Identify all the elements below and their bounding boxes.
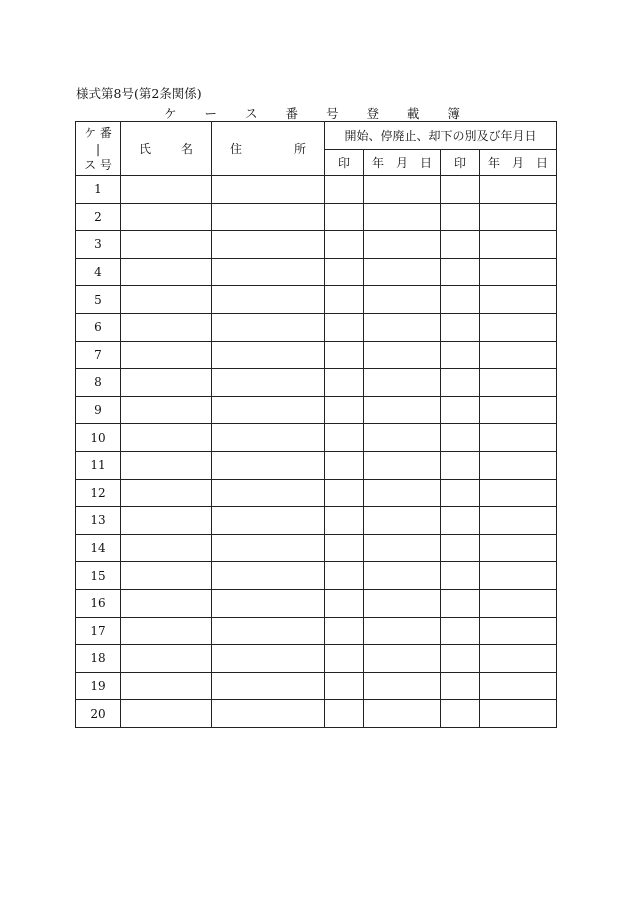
table-row <box>76 286 557 314</box>
date-cell-2[interactable] <box>480 479 557 507</box>
table-row <box>76 562 557 590</box>
seal-cell-2[interactable] <box>441 562 480 590</box>
seal-cell-2[interactable] <box>441 479 480 507</box>
seal-cell-2[interactable] <box>441 589 480 617</box>
name-cell[interactable] <box>121 424 212 452</box>
address-cell[interactable] <box>212 369 325 397</box>
date-cell-2[interactable] <box>480 258 557 286</box>
name-cell[interactable] <box>121 176 212 204</box>
seal-cell-1[interactable] <box>325 672 364 700</box>
case-number-header: ケ 番 | ス 号 <box>76 122 121 176</box>
seal-cell-2[interactable] <box>441 507 480 535</box>
name-cell[interactable] <box>121 286 212 314</box>
address-cell[interactable] <box>212 700 325 728</box>
seal-cell-2[interactable] <box>441 286 480 314</box>
table-row <box>76 589 557 617</box>
table-row <box>76 617 557 645</box>
address-cell[interactable] <box>212 672 325 700</box>
seal-cell-1[interactable] <box>325 645 364 673</box>
case-number-cell: 5 <box>76 286 121 314</box>
table-row <box>76 396 557 424</box>
date-cell-1[interactable] <box>364 341 441 369</box>
address-cell[interactable] <box>212 286 325 314</box>
name-cell[interactable] <box>121 589 212 617</box>
case-register-table <box>75 121 557 728</box>
seal-cell-2[interactable] <box>441 258 480 286</box>
date-header-1: 年 月 日 <box>364 150 441 176</box>
date-cell-2[interactable] <box>480 700 557 728</box>
case-number-cell: 19 <box>76 672 121 700</box>
date-cell-1[interactable] <box>364 313 441 341</box>
address-cell[interactable] <box>212 645 325 673</box>
date-cell-1[interactable] <box>364 176 441 204</box>
seal-header-1: 印 <box>325 150 364 176</box>
seal-cell-1[interactable] <box>325 258 364 286</box>
date-cell-1[interactable] <box>364 231 441 259</box>
table-row <box>76 341 557 369</box>
table-row <box>76 672 557 700</box>
name-header: 氏 名 <box>121 122 212 176</box>
seal-cell-2[interactable] <box>441 231 480 259</box>
date-cell-2[interactable] <box>480 672 557 700</box>
address-cell[interactable] <box>212 231 325 259</box>
seal-cell-2[interactable] <box>441 396 480 424</box>
seal-cell-2[interactable] <box>441 451 480 479</box>
seal-cell-1[interactable] <box>325 176 364 204</box>
date-cell-1[interactable] <box>364 479 441 507</box>
case-number-cell: 14 <box>76 534 121 562</box>
seal-cell-1[interactable] <box>325 451 364 479</box>
date-cell-1[interactable] <box>364 562 441 590</box>
address-cell[interactable] <box>212 176 325 204</box>
address-header: 住 所 <box>212 122 325 176</box>
case-number-cell: 20 <box>76 700 121 728</box>
seal-cell-1[interactable] <box>325 617 364 645</box>
case-number-cell: 13 <box>76 507 121 535</box>
table-row <box>76 534 557 562</box>
case-number-cell: 3 <box>76 231 121 259</box>
case-number-cell: 6 <box>76 313 121 341</box>
date-cell-2[interactable] <box>480 203 557 231</box>
seal-cell-1[interactable] <box>325 424 364 452</box>
address-cell[interactable] <box>212 258 325 286</box>
date-cell-1[interactable] <box>364 672 441 700</box>
seal-cell-2[interactable] <box>441 176 480 204</box>
date-cell-2[interactable] <box>480 176 557 204</box>
address-cell[interactable] <box>212 313 325 341</box>
name-cell[interactable] <box>121 258 212 286</box>
seal-cell-1[interactable] <box>325 286 364 314</box>
date-cell-1[interactable] <box>364 369 441 397</box>
name-cell[interactable] <box>121 672 212 700</box>
seal-cell-1[interactable] <box>325 369 364 397</box>
case-number-cell: 17 <box>76 617 121 645</box>
date-cell-1[interactable] <box>364 424 441 452</box>
name-cell[interactable] <box>121 369 212 397</box>
seal-cell-1[interactable] <box>325 231 364 259</box>
table-row <box>76 451 557 479</box>
name-cell[interactable] <box>121 231 212 259</box>
table-row <box>76 369 557 397</box>
address-cell[interactable] <box>212 479 325 507</box>
date-cell-2[interactable] <box>480 507 557 535</box>
document-title: ケ ー ス 番 号 登 載 簿 <box>164 106 472 121</box>
case-number-cell: 1 <box>76 176 121 204</box>
date-cell-1[interactable] <box>364 534 441 562</box>
date-cell-1[interactable] <box>364 617 441 645</box>
case-number-cell: 7 <box>76 341 121 369</box>
address-cell[interactable] <box>212 451 325 479</box>
seal-cell-2[interactable] <box>441 369 480 397</box>
table-row <box>76 479 557 507</box>
date-cell-1[interactable] <box>364 396 441 424</box>
case-number-cell: 18 <box>76 645 121 673</box>
seal-cell-1[interactable] <box>325 589 364 617</box>
address-cell[interactable] <box>212 589 325 617</box>
date-cell-2[interactable] <box>480 286 557 314</box>
address-cell[interactable] <box>212 424 325 452</box>
case-number-cell: 10 <box>76 424 121 452</box>
date-cell-1[interactable] <box>364 258 441 286</box>
table-row <box>76 203 557 231</box>
date-cell-1[interactable] <box>364 589 441 617</box>
case-number-cell: 12 <box>76 479 121 507</box>
seal-cell-1[interactable] <box>325 341 364 369</box>
table-row <box>76 258 557 286</box>
seal-cell-2[interactable] <box>441 672 480 700</box>
date-cell-1[interactable] <box>364 203 441 231</box>
table-row <box>76 231 557 259</box>
address-cell[interactable] <box>212 507 325 535</box>
case-number-cell: 11 <box>76 451 121 479</box>
address-cell[interactable] <box>212 396 325 424</box>
status-date-group-header: 開始、停廃止、却下の別及び年月日 <box>325 122 557 150</box>
case-number-cell: 15 <box>76 562 121 590</box>
date-cell-2[interactable] <box>480 534 557 562</box>
address-cell[interactable] <box>212 617 325 645</box>
date-cell-2[interactable] <box>480 341 557 369</box>
table-row <box>76 645 557 673</box>
date-cell-2[interactable] <box>480 231 557 259</box>
seal-cell-1[interactable] <box>325 203 364 231</box>
date-header-2: 年 月 日 <box>480 150 557 176</box>
table-row <box>76 313 557 341</box>
seal-cell-1[interactable] <box>325 396 364 424</box>
name-cell[interactable] <box>121 341 212 369</box>
date-cell-1[interactable] <box>364 286 441 314</box>
date-cell-1[interactable] <box>364 700 441 728</box>
date-cell-2[interactable] <box>480 424 557 452</box>
date-cell-1[interactable] <box>364 645 441 673</box>
name-cell[interactable] <box>121 645 212 673</box>
table-row <box>76 507 557 535</box>
seal-cell-1[interactable] <box>325 562 364 590</box>
seal-cell-2[interactable] <box>441 645 480 673</box>
name-cell[interactable] <box>121 451 212 479</box>
seal-cell-2[interactable] <box>441 424 480 452</box>
seal-cell-2[interactable] <box>441 313 480 341</box>
name-cell[interactable] <box>121 396 212 424</box>
table-row <box>76 176 557 204</box>
date-cell-2[interactable] <box>480 617 557 645</box>
name-cell[interactable] <box>121 479 212 507</box>
name-cell[interactable] <box>121 313 212 341</box>
name-cell[interactable] <box>121 562 212 590</box>
case-number-cell: 16 <box>76 589 121 617</box>
seal-cell-1[interactable] <box>325 313 364 341</box>
seal-cell-2[interactable] <box>441 341 480 369</box>
table-row <box>76 700 557 728</box>
seal-cell-2[interactable] <box>441 203 480 231</box>
date-cell-1[interactable] <box>364 451 441 479</box>
name-cell[interactable] <box>121 203 212 231</box>
name-cell[interactable] <box>121 700 212 728</box>
address-cell[interactable] <box>212 534 325 562</box>
seal-cell-2[interactable] <box>441 617 480 645</box>
name-cell[interactable] <box>121 534 212 562</box>
address-cell[interactable] <box>212 562 325 590</box>
seal-cell-1[interactable] <box>325 534 364 562</box>
address-cell[interactable] <box>212 341 325 369</box>
table-row <box>76 424 557 452</box>
case-number-cell: 2 <box>76 203 121 231</box>
date-cell-2[interactable] <box>480 562 557 590</box>
date-cell-2[interactable] <box>480 396 557 424</box>
seal-cell-1[interactable] <box>325 700 364 728</box>
seal-cell-1[interactable] <box>325 479 364 507</box>
name-cell[interactable] <box>121 617 212 645</box>
case-number-cell: 9 <box>76 396 121 424</box>
form-number-label: 様式第8号(第2条関係) <box>76 86 202 101</box>
address-cell[interactable] <box>212 203 325 231</box>
date-cell-2[interactable] <box>480 589 557 617</box>
date-cell-2[interactable] <box>480 645 557 673</box>
case-number-cell: 8 <box>76 369 121 397</box>
seal-cell-2[interactable] <box>441 534 480 562</box>
date-cell-1[interactable] <box>364 507 441 535</box>
seal-header-2: 印 <box>441 150 480 176</box>
seal-cell-1[interactable] <box>325 507 364 535</box>
date-cell-2[interactable] <box>480 451 557 479</box>
name-cell[interactable] <box>121 507 212 535</box>
date-cell-2[interactable] <box>480 369 557 397</box>
date-cell-2[interactable] <box>480 313 557 341</box>
case-number-cell: 4 <box>76 258 121 286</box>
seal-cell-2[interactable] <box>441 700 480 728</box>
